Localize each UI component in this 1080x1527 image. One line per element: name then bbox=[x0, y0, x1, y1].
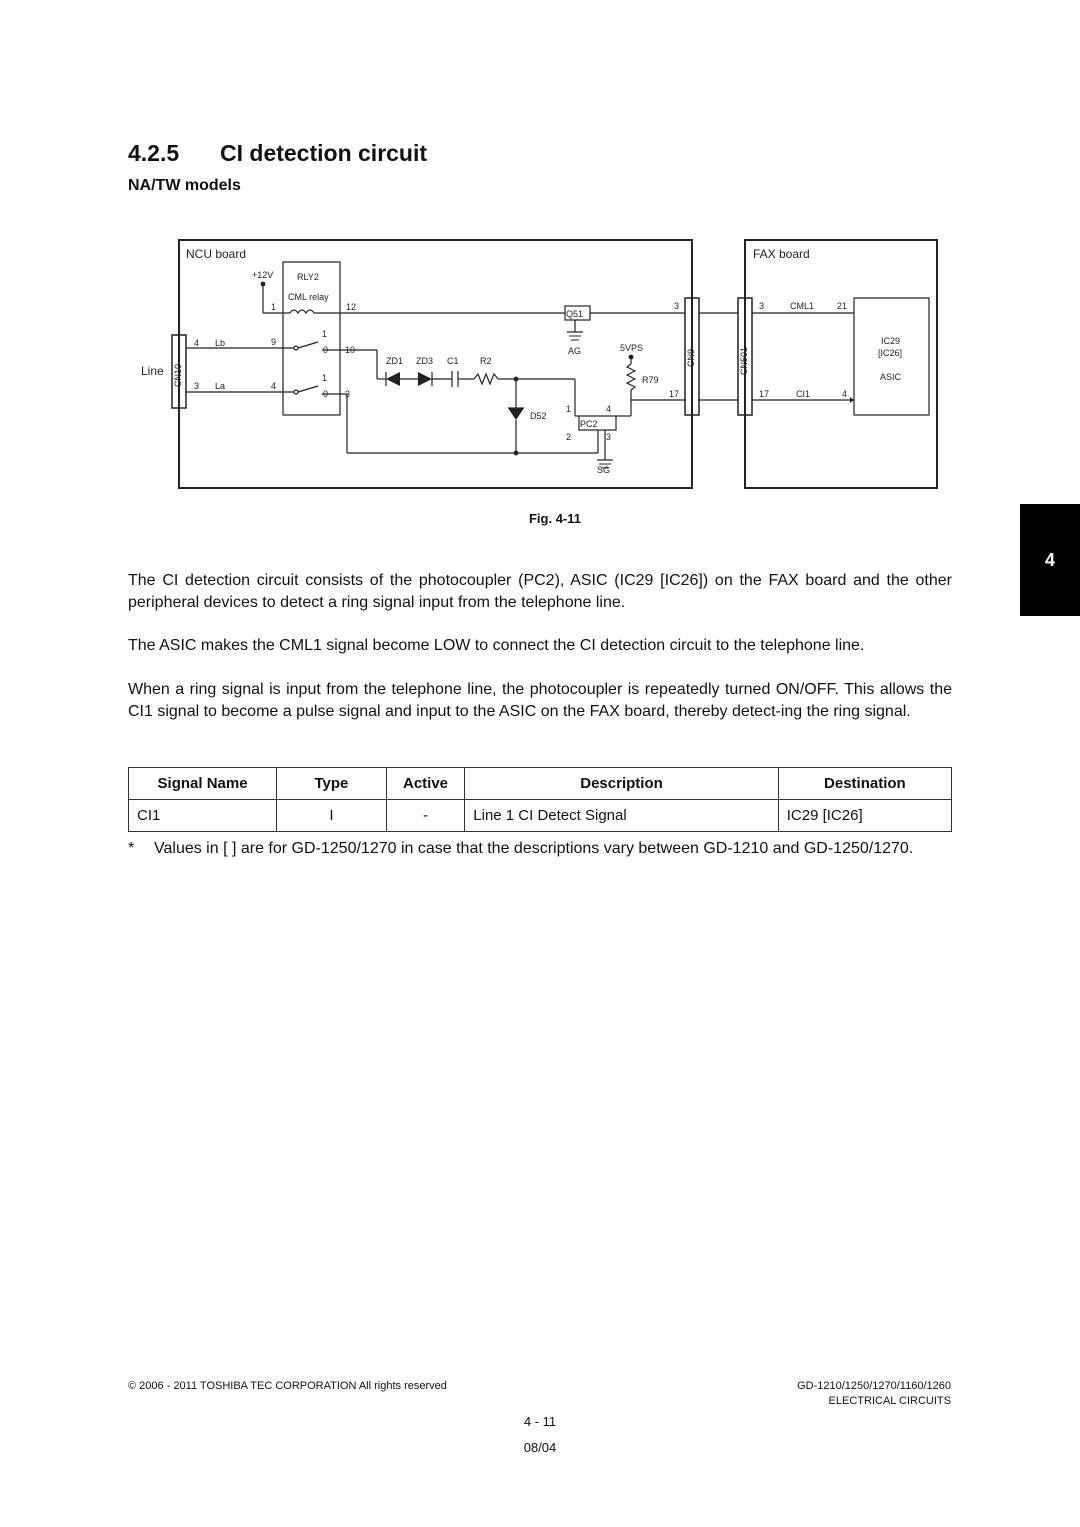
fax-board-outline bbox=[745, 240, 937, 488]
table-cell: - bbox=[386, 800, 464, 832]
paragraph: When a ring signal is input from the telephone line, the photocoupler is repeatedly turned ON/OFF. This allows the CI1 signal to become a pulse signal and input to the ASIC on the FAX board, thereby detect-ing the ring signal. bbox=[128, 681, 952, 720]
fax-board-label: FAX board bbox=[753, 247, 810, 261]
column-header: Active bbox=[386, 768, 464, 800]
rly2-label: RLY2 bbox=[297, 272, 319, 282]
column-header: Destination bbox=[778, 768, 951, 800]
paragraph: The CI detection circuit consists of the photocoupler (PC2), ASIC (IC29 [IC26]) on the FAX board and the other peripheral devices to detect a ring signal input from the telephone line. bbox=[128, 572, 952, 611]
pin-label: 3 bbox=[345, 389, 351, 399]
pin-label: 10 bbox=[345, 345, 356, 355]
pin-label: 17 bbox=[759, 389, 770, 399]
plus12v-label: +12V bbox=[252, 270, 274, 280]
footer-section: ELECTRICAL CIRCUITS bbox=[828, 1395, 951, 1407]
ic26-label: [IC26] bbox=[878, 348, 903, 358]
column-header: Description bbox=[465, 768, 778, 800]
ic29-label: IC29 bbox=[881, 336, 901, 346]
lb-label: Lb bbox=[215, 338, 226, 348]
pc2-label: PC2 bbox=[580, 419, 598, 429]
footer-models: GD-1210/1250/1270/1160/1260 bbox=[797, 1380, 951, 1392]
pin-label: 2 bbox=[566, 432, 572, 442]
paragraph: The ASIC makes the CML1 signal become LOW to connect the CI detection circuit to the telephone line. bbox=[128, 637, 865, 654]
subheading: NA/TW models bbox=[128, 177, 241, 194]
pin-label: 1 bbox=[566, 404, 572, 414]
r2-label: R2 bbox=[480, 356, 492, 366]
table-row bbox=[129, 800, 952, 832]
5vps-label: 5VPS bbox=[620, 343, 644, 353]
chapter-tab: 4 bbox=[1020, 504, 1080, 616]
cn501-label: CN501 bbox=[739, 346, 749, 375]
footnote bbox=[128, 838, 952, 860]
line-label: Line bbox=[141, 364, 164, 378]
page-number: 4 - 11 bbox=[523, 1414, 557, 1429]
table-cell: IC29 [IC26] bbox=[778, 800, 951, 832]
pin-label: 17 bbox=[669, 389, 680, 399]
section-number: 4.2.5 bbox=[128, 140, 180, 166]
ci1-label: CI1 bbox=[796, 389, 811, 399]
pin-label: 1 bbox=[322, 329, 328, 339]
pin-label: 12 bbox=[346, 302, 357, 312]
ag-label: AG bbox=[568, 346, 582, 356]
zd1-label: ZD1 bbox=[386, 356, 404, 366]
q51-label: Q51 bbox=[566, 309, 584, 319]
pin-label: 4 bbox=[194, 338, 200, 348]
la-label: La bbox=[215, 381, 226, 391]
asic-label: ASIC bbox=[880, 372, 902, 382]
pin-label: 3 bbox=[674, 301, 680, 311]
table-cell: CI1 bbox=[129, 800, 277, 832]
figure-caption: Fig. 4-11 bbox=[528, 511, 582, 526]
cn10-label: CN10 bbox=[173, 363, 183, 387]
footer-copyright: © 2006 - 2011 TOSHIBA TEC CORPORATION All rights reserved bbox=[128, 1380, 447, 1392]
pin-label: 9 bbox=[271, 337, 277, 347]
ci-detection-circuit-diagram bbox=[140, 232, 945, 494]
r79-label: R79 bbox=[642, 375, 659, 385]
column-header: Type bbox=[277, 768, 387, 800]
section-title: CI detection circuit bbox=[220, 140, 428, 166]
pin-label: 21 bbox=[837, 301, 848, 311]
cml-relay-label: CML relay bbox=[288, 292, 329, 302]
cn9-label: CN9 bbox=[686, 348, 696, 367]
pin-label: 3 bbox=[606, 432, 612, 442]
pin-label: 4 bbox=[606, 404, 612, 414]
table-header-row bbox=[129, 768, 952, 800]
sg-label: SG bbox=[597, 465, 611, 475]
footnote-text: Values in [ ] are for GD-1250/1270 in case that the descriptions vary between GD-1210 and GD-1250/1270. bbox=[154, 840, 914, 857]
pin-label: 1 bbox=[322, 373, 328, 383]
cml1-label: CML1 bbox=[790, 301, 815, 311]
pin-label: 4 bbox=[842, 389, 848, 399]
pin-label: 3 bbox=[759, 301, 765, 311]
table-cell: I bbox=[277, 800, 387, 832]
c1-label: C1 bbox=[447, 356, 459, 366]
pin-label: 0 bbox=[323, 345, 329, 355]
pin-label: 0 bbox=[323, 389, 329, 399]
pin-label: 1 bbox=[271, 302, 277, 312]
footnote-marker: * bbox=[128, 840, 135, 857]
revision-date: 08/04 bbox=[523, 1440, 557, 1455]
d52-label: D52 bbox=[530, 411, 547, 421]
column-header: Signal Name bbox=[129, 768, 277, 800]
zd3-label: ZD3 bbox=[416, 356, 434, 366]
signal-table bbox=[128, 767, 952, 832]
section-heading bbox=[128, 140, 427, 167]
pin-label: 4 bbox=[271, 381, 277, 391]
ncu-board-label: NCU board bbox=[186, 247, 247, 261]
pin-label: 3 bbox=[194, 381, 200, 391]
table-cell: Line 1 CI Detect Signal bbox=[465, 800, 778, 832]
